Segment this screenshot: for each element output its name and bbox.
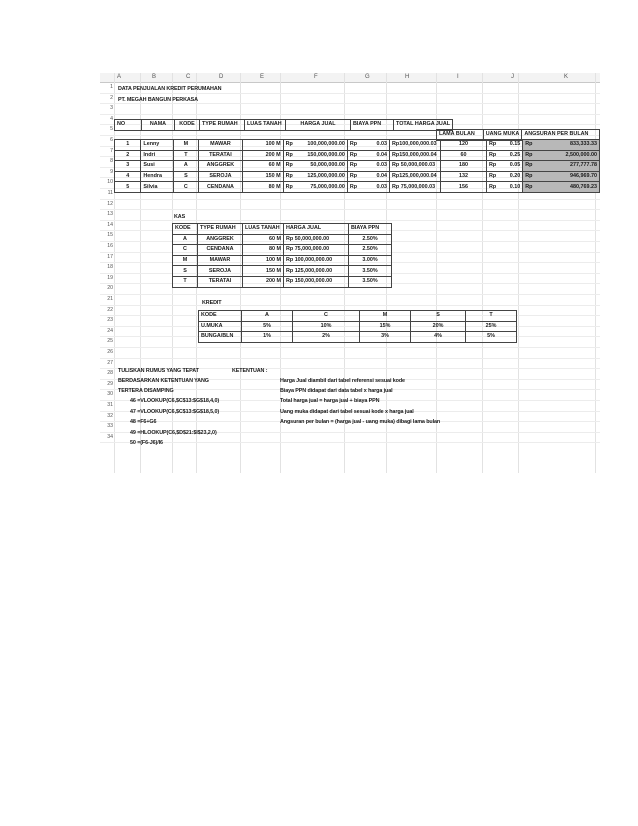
hdr-luas[interactable]: LUAS TANAH [245, 120, 286, 131]
kas-cell-harga[interactable] [284, 276, 349, 287]
rule-2: Biaya PPN didapat dari data tabel x harga jual [280, 388, 393, 394]
col-header-i[interactable]: I [457, 74, 459, 80]
col-header-b[interactable]: B [152, 74, 157, 80]
cell-value: 50,000,000.00 [310, 162, 345, 169]
cell-uang[interactable] [486, 171, 522, 182]
cell-uang[interactable] [486, 161, 522, 172]
hdr-no[interactable]: NO [115, 120, 142, 131]
cell-nama[interactable]: Silvia [141, 182, 174, 193]
kas-cell-harga[interactable] [284, 266, 349, 277]
kas-cell-harga[interactable] [284, 245, 349, 256]
cell-kode[interactable]: C [174, 182, 199, 193]
cell-kode[interactable]: S [174, 171, 199, 182]
formula-46[interactable]: 46 =VLOOKUP(C6,$C$13:$G$18,4,0) [130, 398, 220, 404]
row-header[interactable]: 25 [107, 338, 113, 345]
kas-cell-kode[interactable]: M [173, 255, 198, 266]
cell-value: 2,500,000.00 [565, 151, 597, 158]
cell-value: 0.05 [509, 162, 521, 169]
cell-value: 0.03 [376, 183, 388, 190]
row-header[interactable]: 19 [107, 274, 113, 281]
column-header-bar [100, 73, 600, 83]
cell-ppn[interactable] [347, 161, 389, 172]
note-instruction-2: BERDASARKAN KETENTUAN YANG [118, 378, 209, 384]
cell-kode[interactable]: T [174, 150, 199, 161]
kas-cell-kode[interactable]: A [173, 234, 198, 245]
col-header-k[interactable]: K [564, 74, 569, 80]
sales-data-table [114, 139, 600, 193]
kredit-cell[interactable]: U.MUKA [199, 321, 242, 332]
row-header[interactable]: 1 [110, 84, 113, 90]
cell-value: 100,000,000.00 [294, 257, 333, 264]
hdr-nama[interactable]: NAMA [142, 120, 175, 131]
row-header[interactable]: 34 [107, 433, 113, 440]
rule-1: Harga Jual diambil dari tabel referensi sesuai kode [280, 378, 405, 384]
currency-prefix: Rp [349, 173, 358, 180]
ketentuan-label: KETENTUAN : [232, 368, 268, 374]
table-row [173, 234, 392, 245]
cell-no[interactable]: 1 [115, 140, 141, 151]
currency-prefix: Rp [488, 151, 497, 158]
kas-label: KAS [174, 214, 186, 220]
title-line-1: DATA PENJUALAN KREDIT PERUMAHAN [118, 86, 222, 92]
row-header[interactable]: 4 [110, 115, 113, 122]
cell-type[interactable]: MAWAR [198, 140, 243, 151]
cell-ppn[interactable] [347, 140, 389, 151]
kas-cell-type[interactable]: ANGGREK [198, 234, 243, 245]
cell-harga[interactable] [283, 171, 347, 182]
formula-48[interactable]: 48 =F6+G6 [130, 419, 157, 425]
hdr-kode[interactable]: KODE [175, 120, 200, 131]
cell-angsuran[interactable] [523, 140, 600, 151]
kredit-cell[interactable]: 10% [293, 321, 360, 332]
kredit-cell[interactable]: BUNGA/BLN [199, 332, 242, 343]
currency-prefix: Rp [525, 173, 533, 180]
col-header-h[interactable]: H [405, 74, 410, 80]
hdr-type[interactable]: TYPE RUMAH [200, 120, 245, 131]
currency-prefix: Rp [349, 183, 358, 190]
table-row [199, 321, 517, 332]
currency-prefix: Rp [488, 141, 497, 148]
kredit-cell[interactable]: 15% [360, 321, 411, 332]
col-header-e[interactable]: E [260, 74, 265, 80]
cell-value: 50,000,000.00 [294, 235, 330, 242]
currency-prefix: Rp [525, 183, 533, 190]
note-instruction-3: TERTERA DISAMPING [118, 388, 174, 394]
cell-value: 833,333.33 [570, 141, 597, 148]
cell-total[interactable]: Rp 50,000,000.03 [390, 161, 441, 172]
cell-value: 0.15 [509, 141, 521, 148]
kas-header[interactable]: BIAYA PPN [349, 224, 392, 235]
cell-lama[interactable]: 180 [440, 161, 486, 172]
cell-uang[interactable] [486, 182, 522, 193]
kredit-cell[interactable]: M [360, 311, 411, 322]
currency-prefix: Rp [349, 141, 358, 148]
kas-cell-harga[interactable] [284, 234, 349, 245]
table-row [173, 245, 392, 256]
cell-nama[interactable]: Indri [141, 150, 174, 161]
row-header[interactable]: 9 [110, 168, 113, 175]
currency-prefix: Rp [488, 183, 497, 190]
currency-prefix: Rp [525, 141, 533, 148]
currency-prefix: Rp [286, 267, 294, 274]
cell-value: 150,000,000.00 [307, 151, 345, 158]
row-header[interactable]: 10 [107, 179, 113, 186]
row-header[interactable]: 17 [107, 253, 113, 260]
row-header[interactable]: 13 [107, 211, 113, 218]
currency-prefix: Rp [525, 162, 533, 169]
kredit-cell[interactable]: 25% [466, 321, 517, 332]
row-header[interactable]: 32 [107, 412, 113, 419]
cell-value: 480,769.23 [570, 183, 597, 190]
kas-cell-kode[interactable]: T [173, 276, 198, 287]
cell-no[interactable]: 5 [115, 182, 141, 193]
rule-3: Total harga jual = harga jual + biaya PPN [280, 398, 380, 404]
kredit-cell[interactable]: 4% [411, 332, 466, 343]
cell-value: 0.04 [376, 151, 388, 158]
kredit-cell[interactable]: 5% [466, 332, 517, 343]
kas-cell-luas[interactable]: 100 M [243, 255, 284, 266]
cell-angsuran[interactable] [523, 150, 600, 161]
row-header[interactable]: 26 [107, 349, 113, 355]
cell-type[interactable]: TERATAI [198, 150, 243, 161]
currency-prefix: Rp [285, 173, 293, 180]
kas-cell-luas[interactable]: 80 M [243, 245, 284, 256]
row-header[interactable]: 2 [110, 94, 113, 101]
cell-lama[interactable]: 132 [440, 171, 486, 182]
cell-luas[interactable]: 60 M [243, 161, 283, 172]
cell-luas[interactable]: 200 M [243, 150, 283, 161]
cell-no[interactable]: 3 [115, 161, 141, 172]
hdr-lama[interactable]: LAMA BULAN [437, 130, 484, 141]
kas-cell-harga[interactable] [284, 255, 349, 266]
col-header-g[interactable]: G [365, 74, 370, 80]
cell-harga[interactable] [283, 182, 347, 193]
col-header-f[interactable]: F [314, 74, 318, 80]
cell-type[interactable]: CENDANA [198, 182, 243, 193]
cell-value: 125,000,000.00 [294, 267, 333, 274]
cell-lama[interactable]: 60 [440, 150, 486, 161]
cell-angsuran[interactable] [523, 161, 600, 172]
kredit-cell[interactable]: A [242, 311, 293, 322]
cell-total[interactable]: Rp150,000,000.04 [390, 150, 441, 161]
cell-nama[interactable]: Susi [141, 161, 174, 172]
cell-no[interactable]: 4 [115, 171, 141, 182]
note-instruction-1: TULISKAN RUMUS YANG TEPAT [118, 368, 199, 374]
row-header[interactable]: 5 [110, 126, 113, 133]
kas-header[interactable]: HARGA JUAL [284, 224, 349, 235]
currency-prefix: Rp [286, 235, 294, 242]
currency-prefix: Rp [488, 162, 497, 169]
cell-luas[interactable]: 80 M [243, 182, 283, 193]
hdr-harga[interactable]: HARGA JUAL [286, 120, 351, 131]
cell-value: 946,969.70 [570, 173, 597, 180]
cell-value: 277,777.78 [570, 162, 597, 169]
cell-value: 0.10 [509, 183, 521, 190]
row-header[interactable]: 12 [107, 200, 113, 207]
cell-luas[interactable]: 150 M [243, 171, 283, 182]
kas-cell-type[interactable]: TERATAI [198, 276, 243, 287]
currency-prefix: Rp [286, 257, 294, 264]
row-header[interactable]: 15 [107, 232, 113, 239]
kas-cell-luas[interactable]: 60 M [243, 234, 284, 245]
cell-uang[interactable] [486, 150, 522, 161]
hdr-angsuran[interactable]: ANGSURAN PER BULAN [522, 130, 600, 141]
currency-prefix: Rp [488, 173, 497, 180]
col-header-c[interactable]: C [186, 74, 191, 80]
formula-47[interactable]: 47 =VLOOKUP(C6,$C$13:$G$18,5,0) [130, 409, 220, 415]
row-header[interactable]: 14 [107, 221, 113, 228]
row-header[interactable]: 7 [110, 147, 113, 154]
kas-cell-kode[interactable]: C [173, 245, 198, 256]
table-row [115, 161, 600, 172]
row-header[interactable]: 22 [107, 306, 113, 313]
currency-prefix: Rp [285, 151, 293, 158]
hdr-uang-muka[interactable]: UANG MUKA [483, 130, 522, 141]
currency-prefix: Rp [525, 151, 533, 158]
currency-prefix: Rp [286, 278, 294, 285]
cell-value: 0.25 [509, 151, 521, 158]
kas-cell-type[interactable]: SEROJA [198, 266, 243, 277]
currency-prefix: Rp [286, 246, 294, 253]
cell-kode[interactable]: M [174, 140, 199, 151]
kas-cell-ppn[interactable]: 2.50% [349, 245, 392, 256]
kredit-cell[interactable]: 20% [411, 321, 466, 332]
col-header-a[interactable]: A [117, 74, 122, 80]
cell-total[interactable]: Rp 75,000,000.03 [390, 182, 441, 193]
kredit-cell[interactable]: 5% [242, 321, 293, 332]
kas-cell-type[interactable]: CENDANA [198, 245, 243, 256]
kredit-cell[interactable]: 1% [242, 332, 293, 343]
kredit-reference-table [198, 310, 517, 343]
kas-reference-table [172, 223, 392, 288]
cell-nama[interactable]: Hendra [141, 171, 174, 182]
title-line-2: PT. MEGAH BANGUN PERKASA [118, 97, 198, 103]
kas-cell-type[interactable]: MAWAR [198, 255, 243, 266]
cell-value: 150,000,000.00 [294, 278, 333, 285]
table-row [115, 171, 600, 182]
cell-value: 0.04 [376, 173, 388, 180]
kas-header[interactable]: KODE [173, 224, 198, 235]
cell-value: 0.20 [509, 173, 521, 180]
kredit-label: KREDIT [202, 300, 222, 306]
kas-cell-ppn[interactable]: 3.00% [349, 255, 392, 266]
table-row [115, 150, 600, 161]
table-row [115, 182, 600, 193]
rule-5: Angsuran per bulan = (harga jual - uang muka) dibagi lama bulan [280, 419, 441, 425]
cell-value: 125,000,000.00 [307, 173, 345, 180]
kredit-cell[interactable]: T [466, 311, 517, 322]
kredit-cell[interactable]: 2% [293, 332, 360, 343]
row-header[interactable]: 3 [110, 105, 113, 112]
formula-49[interactable]: 49 =HLOOKUP(C6,$D$21:$I$23,2,0) [130, 430, 217, 436]
row-header[interactable]: 33 [107, 423, 113, 430]
cell-nama[interactable]: Lenny [141, 140, 174, 151]
hdr-ppn[interactable]: BIAYA PPN [351, 120, 394, 131]
table-row [173, 276, 392, 287]
currency-prefix: Rp [349, 162, 358, 169]
cell-ppn[interactable] [347, 171, 389, 182]
row-header[interactable]: 31 [107, 402, 113, 408]
row-header[interactable]: 20 [107, 285, 113, 292]
main-header-table [114, 119, 453, 131]
cell-kode[interactable]: A [174, 161, 199, 172]
table-row [173, 266, 392, 277]
cell-type[interactable]: ANGGREK [198, 161, 243, 172]
kas-cell-luas[interactable]: 150 M [243, 266, 284, 277]
row-header[interactable]: 24 [107, 327, 113, 334]
cell-total[interactable]: Rp125,000,000.04 [390, 171, 441, 182]
cell-angsuran[interactable] [523, 182, 600, 193]
row-header[interactable]: 6 [110, 137, 113, 143]
cell-value: 75,000,000.00 [310, 183, 345, 190]
row-header[interactable]: 28 [107, 370, 113, 377]
cell-harga[interactable] [283, 161, 347, 172]
row-header[interactable]: 21 [107, 296, 113, 302]
kas-cell-kode[interactable]: S [173, 266, 198, 277]
row-header[interactable]: 29 [107, 380, 113, 387]
currency-prefix: Rp [285, 183, 293, 190]
cell-value: 75,000,000.00 [294, 246, 330, 253]
kredit-cell[interactable]: KODE [199, 311, 242, 322]
cell-value: 0.03 [376, 141, 388, 148]
cell-lama[interactable]: 120 [440, 140, 486, 151]
row-header[interactable]: 23 [107, 317, 113, 324]
kas-cell-ppn[interactable]: 2.50% [349, 234, 392, 245]
cell-total[interactable]: Rp100,000,000.03 [390, 140, 441, 151]
kas-cell-ppn[interactable]: 3.50% [349, 276, 392, 287]
kas-cell-luas[interactable]: 200 M [243, 276, 284, 287]
kas-header[interactable]: TYPE RUMAH [198, 224, 243, 235]
cell-angsuran[interactable] [523, 171, 600, 182]
kredit-cell[interactable]: 3% [360, 332, 411, 343]
row-header[interactable]: 8 [110, 158, 113, 165]
currency-prefix: Rp [285, 141, 293, 148]
table-row [173, 255, 392, 266]
currency-prefix: Rp [349, 151, 358, 158]
currency-prefix: Rp [285, 162, 293, 169]
formula-50[interactable]: 50 =(F6-J6)/I6 [130, 440, 163, 446]
cell-harga[interactable] [283, 150, 347, 161]
cell-uang[interactable] [486, 140, 522, 151]
cell-ppn[interactable] [347, 182, 389, 193]
row-header[interactable]: 11 [107, 190, 113, 196]
cell-ppn[interactable] [347, 150, 389, 161]
cell-value: 100,000,000.00 [307, 141, 345, 148]
kas-cell-ppn[interactable]: 3.50% [349, 266, 392, 277]
kredit-cell[interactable]: S [411, 311, 466, 322]
cell-type[interactable]: SEROJA [198, 171, 243, 182]
cell-harga[interactable] [283, 140, 347, 151]
row-header[interactable]: 16 [107, 243, 113, 249]
row-header[interactable]: 27 [107, 359, 113, 366]
table-row [199, 332, 517, 343]
cell-no[interactable]: 2 [115, 150, 141, 161]
kredit-cell[interactable]: C [293, 311, 360, 322]
rule-4: Uang muka didapat dari tabel sesuai kode x harga jual [280, 409, 414, 415]
hdr-total[interactable]: TOTAL HARGA JUAL [394, 120, 453, 131]
row-header[interactable]: 30 [107, 391, 113, 398]
cell-luas[interactable]: 100 M [243, 140, 283, 151]
col-header-d[interactable]: D [219, 74, 224, 80]
row-header[interactable]: 18 [107, 264, 113, 271]
col-header-j[interactable]: J [511, 74, 514, 80]
kas-header[interactable]: LUAS TANAH [243, 224, 284, 235]
table-row [115, 140, 600, 151]
cell-lama[interactable]: 156 [440, 182, 486, 193]
cell-value: 0.03 [376, 162, 388, 169]
table-row [199, 311, 517, 322]
